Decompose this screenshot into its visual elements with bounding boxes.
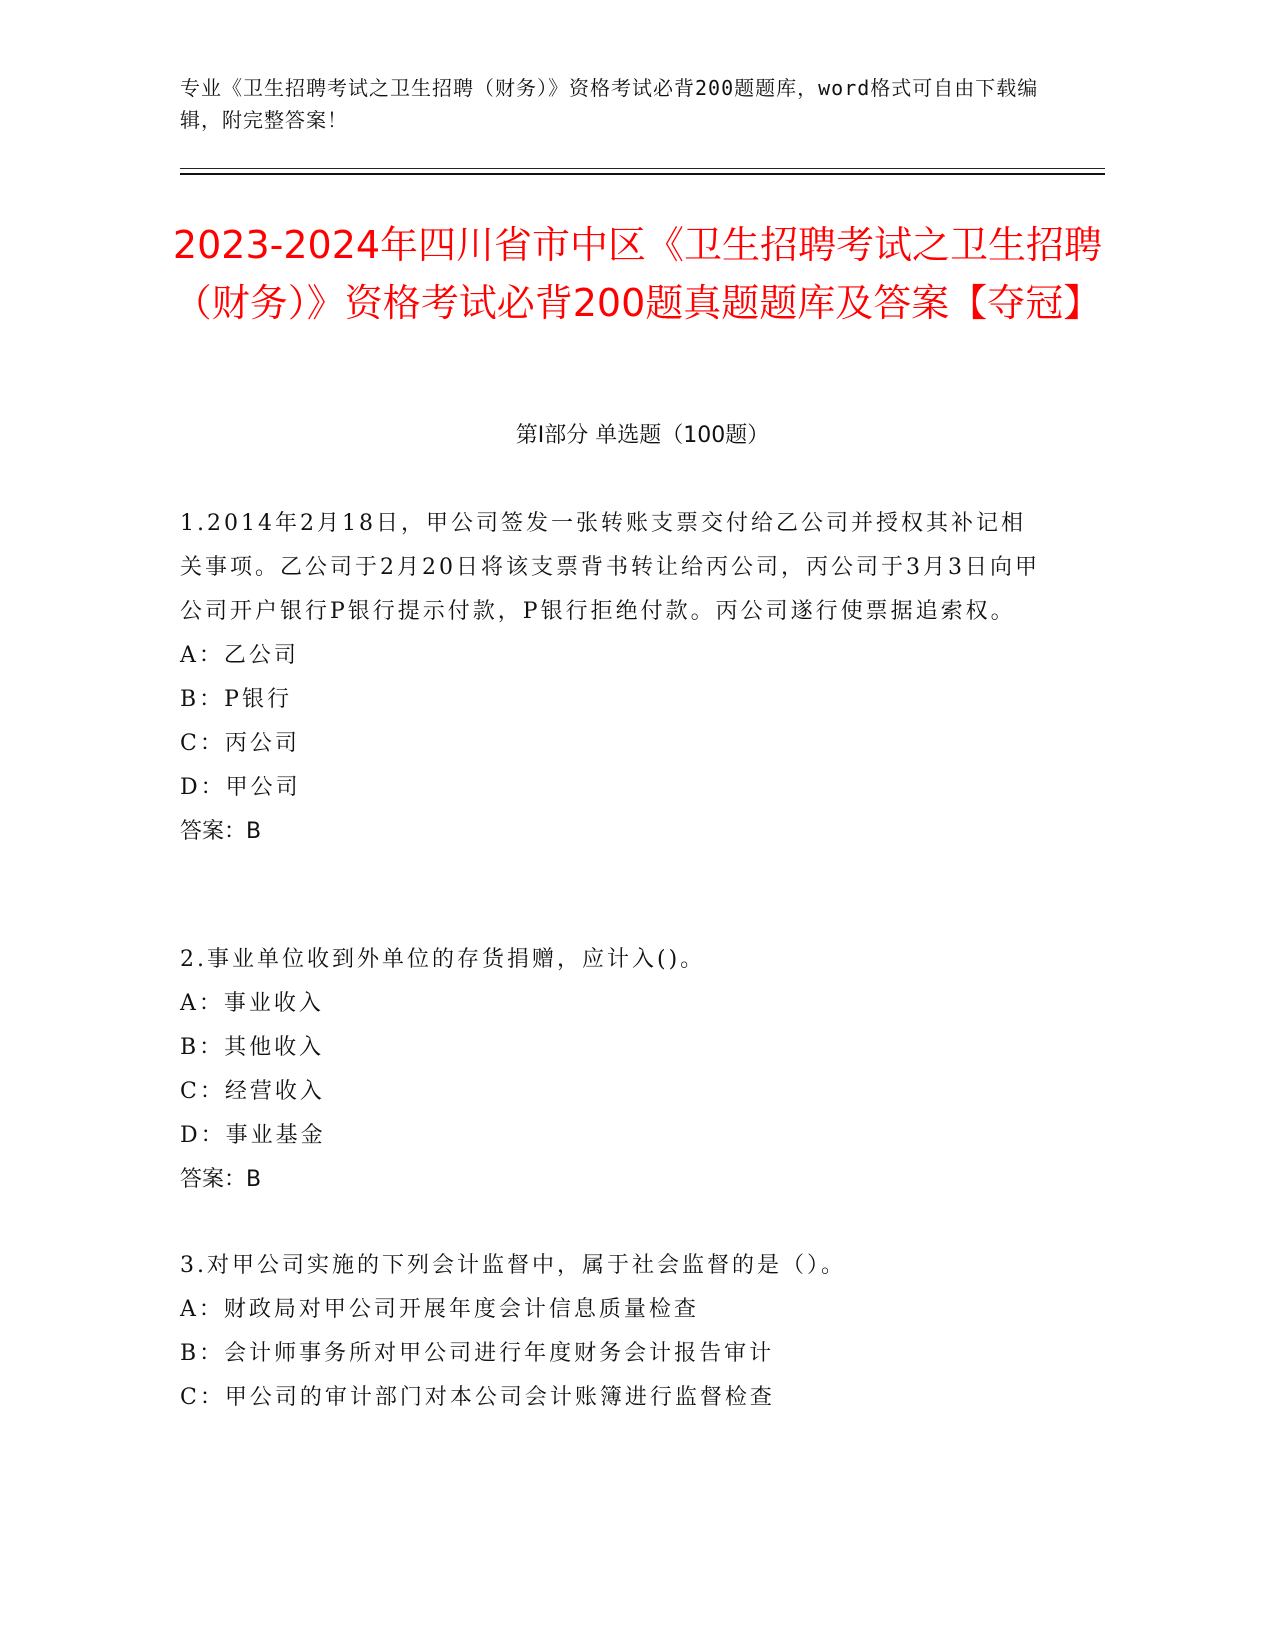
header-note: 专业《卫生招聘考试之卫生招聘（财务）》资格考试必背200题题库，word格式可自由下载编辑，附完整答案！ [180,76,1039,132]
question-1 [180,502,1040,854]
answer: 答案：B [180,819,262,844]
question-stem: 2.事业单位收到外单位的存货捐赠，应计入()。 [180,947,706,972]
question-stem: 3.对甲公司实施的下列会计监督中，属于社会监督的是（）。 [180,1253,846,1278]
header-divider-thick [180,173,1105,175]
option-c: C：甲公司的审计部门对本公司会计账簿进行监督检查 [180,1385,775,1410]
option-d: D：事业基金 [180,1123,326,1148]
section-title: 第Ⅰ部分 单选题（100题） [515,423,770,448]
option-a: A：乙公司 [180,643,299,668]
document-title: 2023-2024年四川省市中区《卫生招聘考试之卫生招聘（财务）》资格考试必背200题真题题库及答案【夺冠】 [172,223,1103,325]
question-stem: 1.2014年2月18日，甲公司签发一张转账支票交付给乙公司并授权其补记相关事项。乙公司于2月20日将该支票背书转让给丙公司，丙公司于3月3日向甲公司开户银行P银行提示付款，P银行拒绝付款。丙公司遂行使票据追索权。 [180,511,1040,624]
option-c: C：经营收入 [180,1079,325,1104]
option-b: B：会计师事务所对甲公司进行年度财务会计报告审计 [180,1341,775,1366]
question-2 [180,938,1040,1202]
option-b: B：P银行 [180,687,292,712]
option-b: B：其他收入 [180,1035,325,1060]
option-a: A：事业收入 [180,991,324,1016]
option-c: C：丙公司 [180,731,300,756]
option-d: D：甲公司 [180,775,301,800]
answer: 答案：B [180,1167,262,1192]
option-a: A：财政局对甲公司开展年度会计信息质量检查 [180,1297,699,1322]
question-3 [180,1244,1040,1420]
header-divider-thin [180,168,1105,169]
